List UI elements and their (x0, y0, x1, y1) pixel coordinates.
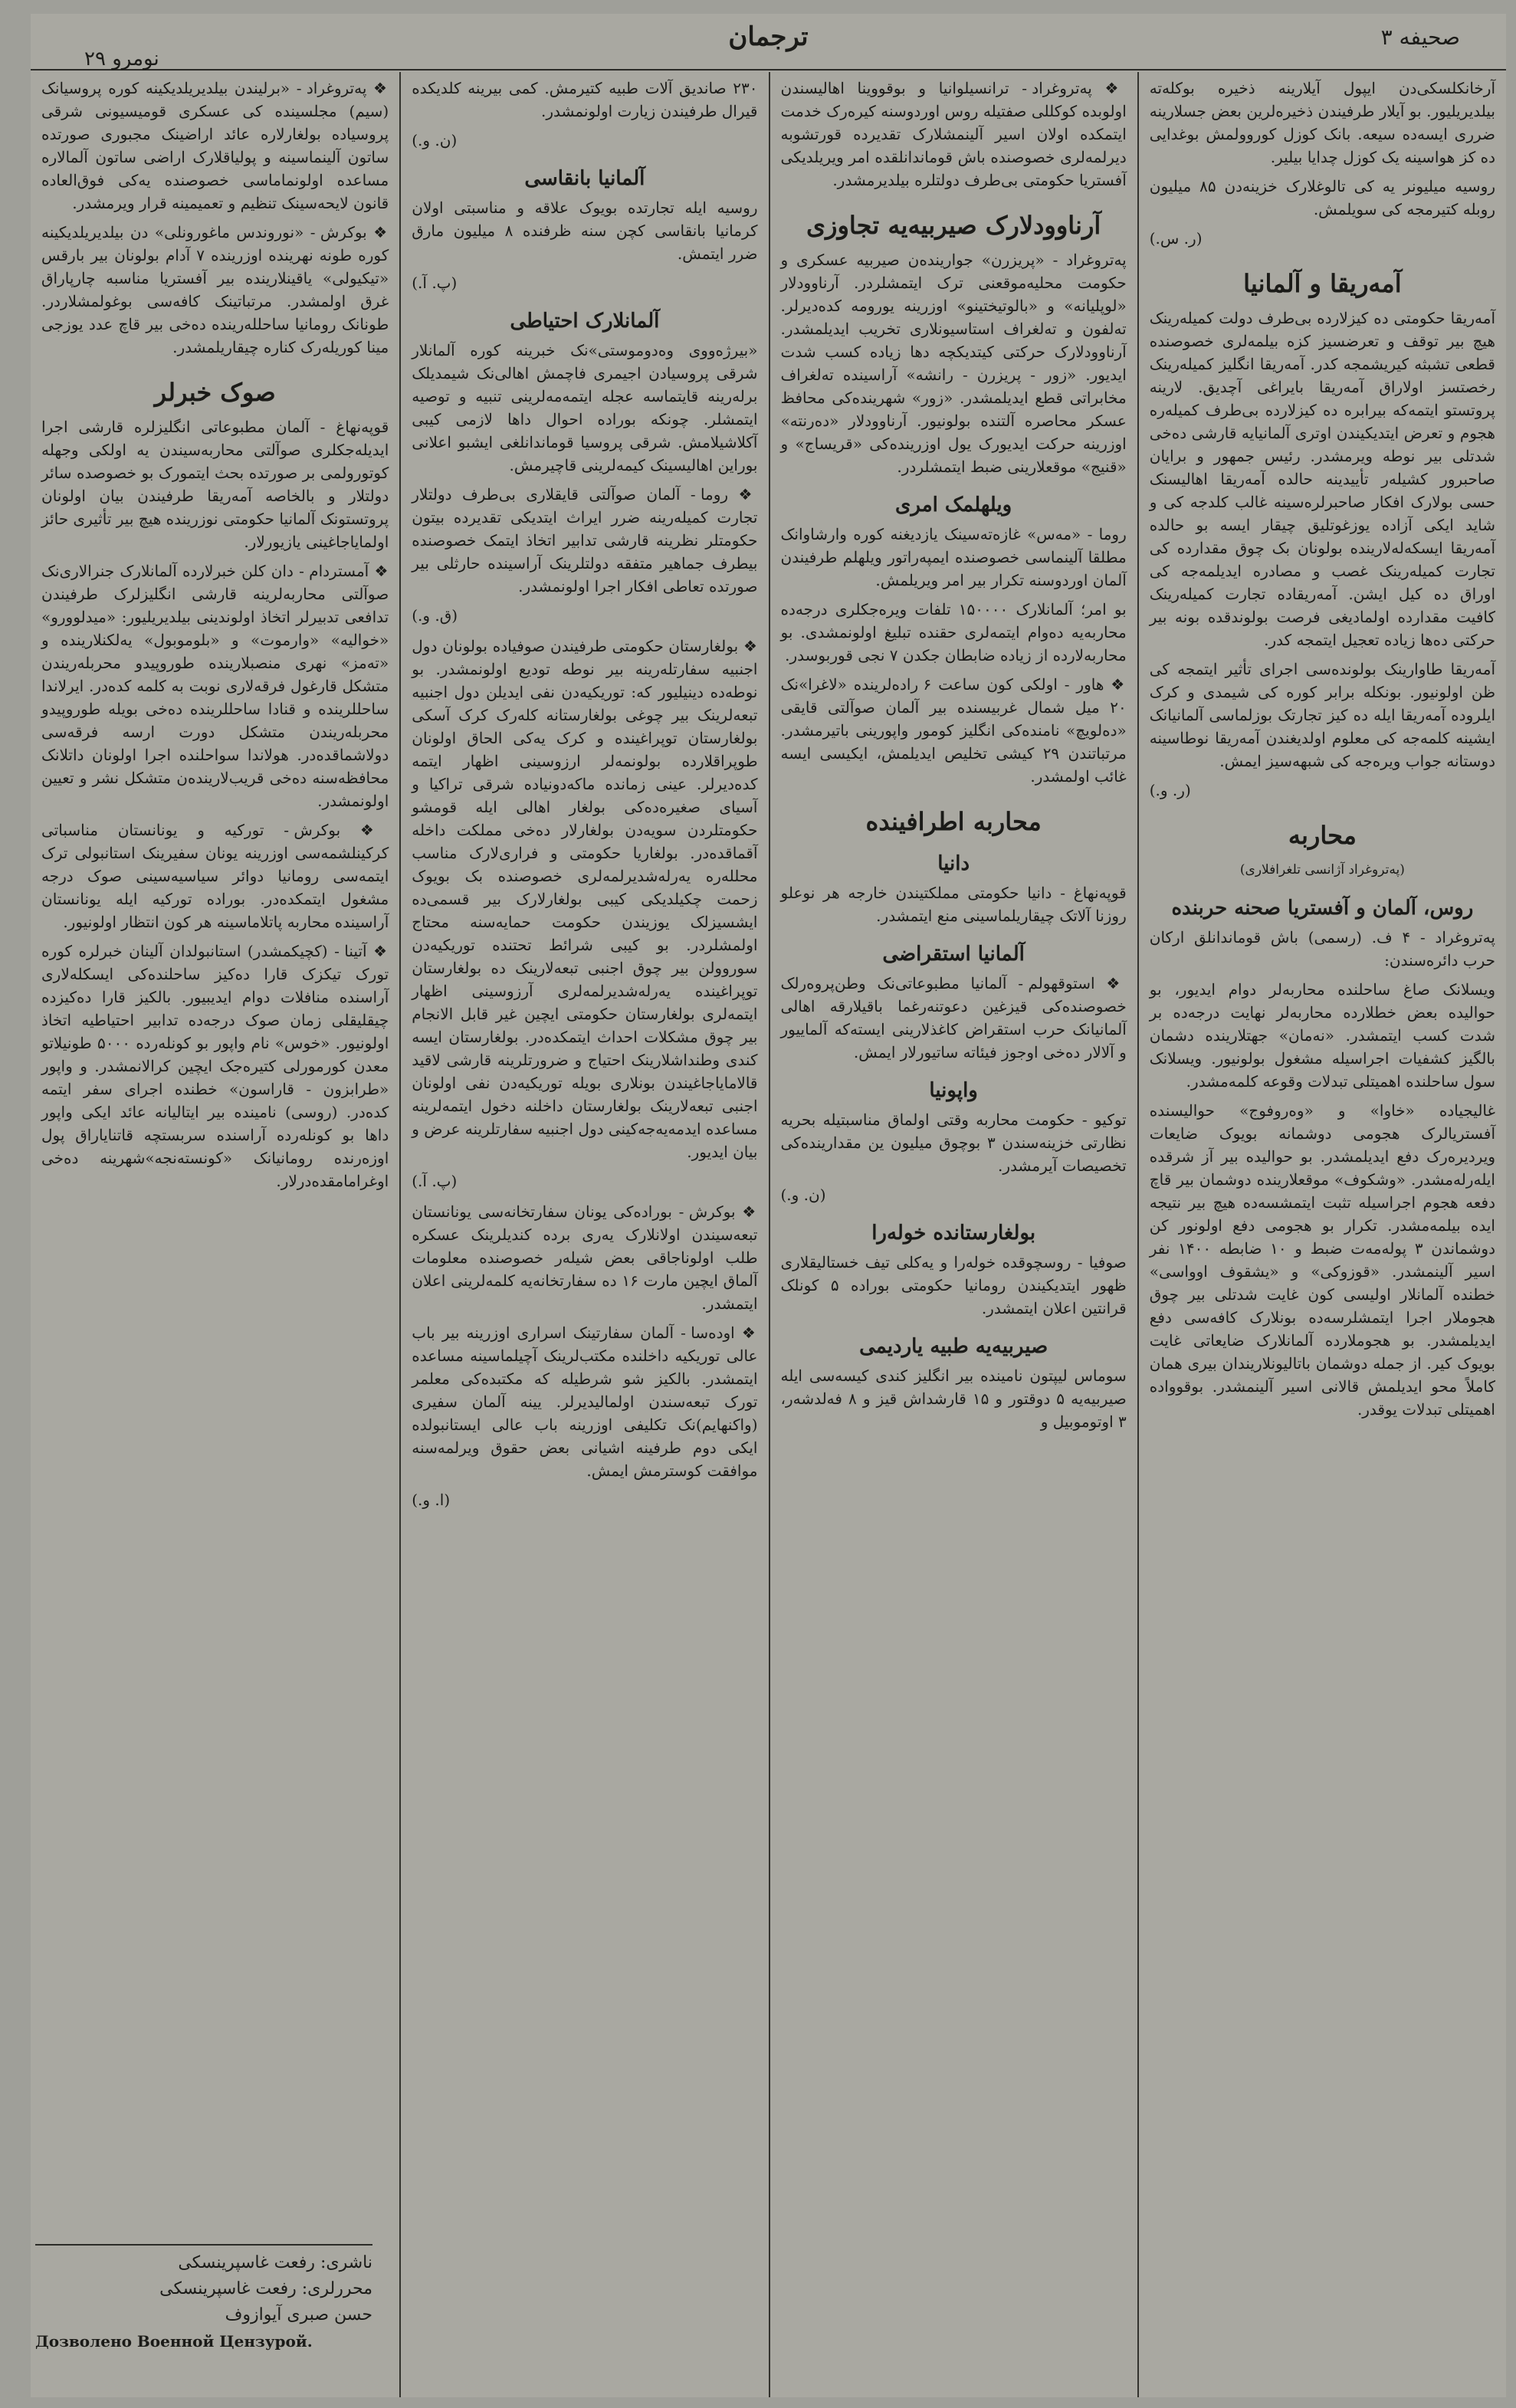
article-paragraph: قوپەنهاغ - آلمان مطبوعاتی انگلیزلره قارشی اجرا ایدیله‌جکلری صوآلتی محاربه‌سیندن یه اولکی وجهله کوتورولمی بر صورتده بحث ایتمورک بو خصوصده سائر دولتلار و بالخاصه آمەریقا طرفیندن بیان اولونان پروتستونک آلمانیا حکومتی نوزرینده هیچ بیر تأثیری حائز اولمایاجاغینی یازیورلار. (41, 418, 389, 551)
newspaper-page (31, 14, 1506, 2397)
column-2 (769, 72, 1137, 2397)
article-paragraph: روما - «مەس» غازەته‌سینک یازدیغنه کوره وارشاوانک مطلقا آلینماسی خصوصنده ایمپەراتور ویلهلم طرفیندن آلمان اوردوسنه تکرار بیر امر ویریلمش. (780, 525, 1127, 589)
columns (31, 72, 1506, 2397)
publisher-line (35, 2250, 372, 2276)
article-paragraph: صوفیا - روسچوقده خولەرا و یه‌کلی تیف خستالیقلاری ظهور ایتدیکیندن رومانیا حکومتی بوراده ۵ کونلک قرانتین اعلان ایتمشدر. (780, 1253, 1127, 1317)
article-paragraph: ۲۳۰ صاندیق آلات طبیه کتیرمش. کمی بیرینه کلدیکده قیرال طرفیندن زیارت اولونمشدر. (412, 79, 758, 120)
article-paragraph: آمەریقا حکومتی ده کیزلارده بی‌طرف دولت کمیلەرینک هیچ بیر توقف و تعرضسیز کزه بیلمەلری خصوصنده قطعی تشبثه کیریشمجه کدر. آمەریقا انگلیز کمیلەرینک رخصتسز اولاراق آمەریقا بایراغی آچدیق. لارینه پروتستو ایتمه‌که بیرابره ده کیزلارده بی‌طرف کمیلەره هجوم و تعرض ایتدیکیندن اوتری آلمانیایه قارشی ده‌خی شدتلی بیر نوطه ویرمشدر. رئیس جمهور و برایان صاحبرور کشیلەر تأییدینه حالده آمەریقا اهالیسنک حسی بولارک افکار صاحبرلرەسینه غالب کلدجه کی و شاید ایکی آزاده یوزغوتلیق چیقار ایسه بو حالده آمەریقا ایسکەله‌لارینده بولونان بک چوق مقدارده کی تجارت کمیلەرینک غصب و مصادره ایدیلمه‌جه کی اوراق ده کیل ایشن. آمەریقاده تجارت کمیلەرینک کافیت مقدارده اولمادیغی فرصت بولوندقده بونه بیر حرکتی دەها زیاده تعجیل ایتمجه کدر. (1149, 309, 1495, 649)
article-paragraph: بو امر؛ آلمانلارک ۱۵۰۰۰۰ تلفات ویره‌جکلری درجه‌ده محاربه‌یه ده‌وام ایتمه‌لری حقنده تبلیغ اولونمشدی. بو محاربه‌لارده از زیاده ضابطان جکدن ۷ نجی قوربوسدر. (780, 600, 1127, 664)
editor-name: حسن صبری آیوازوف (225, 2305, 372, 2324)
section-heading: محاربه اطرافینده (865, 807, 1042, 836)
news-item: ❖ پەتروغراد - ترانسیلوانیا و بوقووینا اهالیسندن اولوبده کوکللی صفتیله روس اوردوسنه کیرەرک خدمت ایتمکده اولان اسیر آلینمشلارک تقدیرده قورتشوبه دیرلمەلری خصوصنده باش قوماندانلقده امر ویریلدیکی آفستریا حکومتی بی‌طرف دولتلره بیلدیرمشدر. (781, 77, 1127, 192)
article-paragraph: آمەریقا طاوارینک بولونده‌سی اجرای تأثیر ایتمجه کی ظن اولونیور. بونکله برابر کوره کی شیمدی و کرک ایلروده آمەریقا ایله ده کیز تجارتک بوزلماسی آلمانیانک ایشینه کلمه‌جه کی معلوم اولدیغندن آمەریقا نوطاسینه دوستانه جواب ویره‌جه کی شبهه‌سیز ایمش. (1149, 660, 1495, 770)
news-item: ❖ بوکرش - تورکیه و یونانستان مناسباتی کرکینلشمه‌سی اوزرینه یونان سفیرینک استانبولی ترک ایتمه‌سی رومانیا دوائر سیاسیه‌سینی صوک درجه مشغول ایتمکده‌در. بوراده تورکیه ایله یونانستان آراسینده محاربه پاتلاماسینه هر کون انتظار اولونیور. (41, 819, 389, 933)
issue-number: نومرو ۲۹ (84, 48, 159, 71)
article-paragraph: آرخانکلسکی‌دن ایپول آیلارینه ذخیره بوکله‌ته بیلدیریلیور. بو آیلار طرفیندن ذخیره‌لرین بعض جسلارینه ضرری ایسه‌ده سیعه. بانک کوزل کوروولمش بوغدایی ده کز هواسینه یک کوزل چدایا بیلیر. (1149, 79, 1495, 166)
article-heading: ویلهلمک امری (895, 494, 1012, 517)
article-heading: روس، آلمان و آفستریا صحنه حربنده (1171, 897, 1474, 920)
source-tag: (ن. و.) (412, 131, 458, 149)
source-tag: (ن. و.) (780, 1186, 826, 1204)
source-tag: (ق. و.) (412, 606, 458, 625)
news-item: ❖ پەتروغراد - «برلیندن بیلدیریلدیکینه کوره پروسیانک (سیم) مجلسینده کی عسکری قومیسیونی شرقی پروسیاده بولغارلاره عائد اراضینک مجبوری صورتده ساتون آلینماسینه و پولیاقلارک اراضی ساتون آلمالاره مساعده اولونماماسی خصوصنده یه‌کی فوق‌العاده قانون لایحه‌سینک تنظیم و تعمیمینه قرار ویرمشدر. (41, 77, 389, 215)
column-3 (399, 72, 768, 2397)
article-paragraph: پەتروغراد - ۴ ف. (رسمی) باش قوماندانلق ارکان حرب دائره‌سندن: (1149, 928, 1495, 969)
article-paragraph: قوپەنهاغ - دانیا حکومتی مملکتیندن خارجه هر نوعلو روزنا آلاتک چیقاریلماسینی منع ایتمشدر. (780, 884, 1127, 925)
article-paragraph: غالیجیاده «خاوا» و «وەروفوج» حوالیسنده آفستریالرک هجومی دوشمانه بویوک ضایعات ویردیرەرک دفع ایدیلمشدر. بو حوالیده بیر آز شرقده ایلەرلەمشدر. «وشکوف» موقعلارینده دوشمان بیر قاچ دفعه هجوم اجراسیله تثبت ایتمشسه‌ده هیچ بیر نتیجه ایده بیلمەمشدر. تکرار بو هجومی دفع اولونور کن دوشماندن ۳ پولەمەت ضبط و ۱۰ ضابطه ۱۴۰۰ نفر اسیر آلینمشدر. «قوزوکی» و «یشقوف اوواسی» خطنده آلمانلار اولیسی کون غایت شدتلی بیر چوق هجوملار اجرا ایتمشلرسه‌ده بونلارک کافه‌سی دفع ایدیلمشدر. بو هجوملارده آلمانلارک ضایعاتی غایت بویوک کیر. از جمله دوشمان باتالیونلاریندان بیری همان کاملاً محو ایدیلمش قالانی اسیر آلینمشدر. بوقوواده اهمیتلی تبدلات یوقدر. (1149, 1101, 1495, 1419)
article-paragraph: ویسلانک صاغ ساحلنده محاربه‌لر دوام ایدیور، بو حوالیده بعض خطلارده محاربه‌لر نهایت درجه‌ده بر شدت کسب ایتمشدر. «نەمان» جهتلارینده دشمان بالگیز کشفیات اجراسیله مشغول بولونیور. ویسلانک سول ساحلنده اهمیتلی تبدلات وقوعه کلمەمشدر. (1149, 980, 1495, 1091)
newspaper-title: ترجمان (728, 21, 809, 52)
news-item: ❖ هاور - اولکی کون ساعت ۶ راده‌لرینده «لاغرا»نک ۲۰ میل شمال غربیسنده بیر آلمان صوآلتی قایقی «دەلویچ» نامنده‌کی انگلیز کومور واپورینی باتیرمشدر. مرتباتندن ۲۹ کیشی تخلیص ایدیلمش، ایکیسی ایسه غائب اولمشدر. (781, 673, 1127, 788)
article-paragraph: «بیرژه‌ووی وەدوموستی»نک خبرینه کوره آلمانلار شرقی پروسیادن اجیمری فاچمش اهالی‌نک شیمدیلک بر‌لەرینه قایتماسه عجله ایتمه‌مه‌لرینی تنبیه و توصیه ایتمشلر. چونکه بوراده احوال داها لازمی کیبی آکلاشیلامش. شرقی پروسیا قوماندانلغی ایشبو اعلانی بوراین اهالیسینک کیمه‌لرینی قاچیرمش. (412, 341, 758, 474)
news-item: ❖ بولغارستان حکومتی طرفیندن صوفیاده بولونان دول اجنبیه سفارتلەرینه بیر نوطه تودیع اولونمشدر. بو نوطه‌ده دینیلیور که: توریکیەدن نفی ایدیلن دول اجنبیه تبعه‌لرینک بیر چوغی بولغارستانه کلەرک کرک آسکی بولغارستان توپراغینده و کرک یه‌کی الحاق اولونان طوپراقلارده بولونمه‌لر ارزوسینی اظهار ایتمه کده‌دیرلر. عینی زمانده ماکه‌دونیاده شرقی تراکیا و آسیای صغیره‌ده‌کی بولغار اهالی ایله قومشو حکومتلردن سویەدن بولغارلار ده‌خی مملکت داخله آقماقده‌در. بولغاریا حکومتی و فراری‌لارک مناسب محللەره یه‌رلەشدیرلمه‌لری خصوصنده بک بویوک زحمت چکیلدیکی کیبی بولغارلارک بیر قسمی‌ده ایشسیزلک یوزیندن حکومت حمایه‌سنه محتاج اولمشلردر. بو کیبی شرائط تحتنده توریکیه‌دن سوروولن بیر چوق اجنبی تبعه‌لارینک ده بولغارستان توپراغینده یه‌رلەشدیرلمه‌لری آرزوسینی اظهار ایتمه‌لری بولغارستان حکومتی ایچین غیر قابل الانجام بیر چوق مشکلات احداث ایتمکده‌در. بولغارستان ایسه کندی وطنداشلارینک احتیاج و ضرورتلرینه قارشی لاقید قالامایاجاغیندن بونلاری بویله توریکیه‌دن نفی اولونان اجنبی تبعه‌لارینک بولغارستان داخلنه دخول ایتمه‌لرینه مساعده ایدمه‌یه‌جه‌کینی دول اجنبیه سفارتلرینه عرض و بیان ایدیور. (412, 635, 757, 1163)
news-item: ❖ آتینا - (کچیکمشدر) استانبولدان آلینان خبرلره کوره تورک تیکزک قارا ده‌کیز ساحلنده‌کی ایسکله‌لاری آراسنده منافلات دوام ایدیبیور. بالکیز قارا ده‌کیزده چیقلیقلی زمان صوک درجه‌ده تدابیر احتیاطیه اتخاذ اولونیور. «خوس» نام واپور بو کونلەرده ۵۰۰۰ طونیلاتو معدن کورمورلی کتیره‌جک ایچین کرالانمشدر. و واپور «طرابزون - قاراسون» خطنده اجرای سفر ایتمه کده‌در. (روسی) نامینده بیر ایتالیانه عائد ایکی واپور داها بو کونلەرده آراسنده سربستچه قاتناياراق پول اوزه‌رنده رومانیانک «کونسته‌نجه»شهرینه ده‌خی اوغرامامقده‌درلار. (41, 940, 389, 1193)
source-tag: (ا. و.) (412, 1491, 451, 1509)
article-paragraph: روسیه میلیونر یه کی تالوغلارک خزینه‌دن ۸۵ میلیون روبله کتیرمجه کی سویلمش. (1149, 177, 1495, 218)
news-item: ❖ بوکرش - «نوروندس ماغورونلی» دن بیلدیریلدیکینه کوره طونه نهرینده اوزرینده ۷ آدام بولونان بیر بارقس «تیکیولی» یاقینلارینده بیر آفستریا مناسبه چارپاراق غرق اولمشدر. مرتباتینک کافه‌سی بوغولمشلاردر. طونانک رومانیا ساحللەرینده ده‌خی بیر قاچ عدد یوزجی مینا کوریله‌رک کناره چیقاریلمشدر. (41, 221, 389, 359)
article-paragraph: توکیو - حکومت محاربه وقتی اولماق مناسبتیله بحریه نظارتی خزینه‌سندن ۳ بوچوق میلیون ین مقدارینده‌کی تخصیصات آیرمشدر. (780, 1111, 1127, 1175)
article-heading: آلمانلارک احتیاطی (510, 310, 660, 333)
news-item: ❖ بوکرش - بوراده‌کی یونان سفارتخانه‌سی یونانستان تبعه‌سیندن اولانلارک یه‌ری بر‌ده کندیلرینک عسکره طلب اولوناجاقی بعض شیلەر خصوصنده معلومات آلماق ایچین مارت ۱۶ ده سفارتخانه‌یه کلمه‌لرینی اعلان ایتمشدر. (412, 1200, 757, 1315)
heading-note: (پەتروغراد آژانسی تلغرافلاری) (1239, 862, 1405, 878)
section-heading: محاربه (1288, 821, 1357, 850)
section-heading: صوک خبرلر (154, 378, 276, 407)
editors-line (35, 2276, 372, 2302)
source-tag: (ر. و.) (1149, 781, 1191, 799)
article-paragraph: سوماس لیپتون نامینده بیر انگلیز کندی کیسه‌سی ایله صیربیه‌یه ۵ دوقتور و ۱۵ قارشداش قیز و ۸ فەلدشەر، ۳ اوتوموبیل و (780, 1366, 1127, 1431)
article-heading: صیربیه‌یه طبیه یاردیمی (859, 1335, 1048, 1358)
article-paragraph: روسیه ایله تجارتده بویوک علاقه و مناسبتی اولان کرمانیا بانقاسی کچن سنه ظرفنده ۸ میلیون مارق ضرر ایتمش. (412, 198, 758, 263)
news-item: ❖ آمستردام - دان کلن خبرلارده آلمانلارک جنرالاری‌نک صوآلتی محاربه‌لرینه قارشی انگلیزلرک طرفیندن تدافعی تدبیرلر اتخاذ اولوندینی بیلدیریلیور: «میدلوورو» «خوالیه» «وارموت» و «بلوموبول» یه‌لکنلارینده و «تەمز» نهری منصبلارینده طوروپیدو محربلەریندن متشکل قارغول فرقه‌لاری نوبت به کلمه کده‌در. ایرلاندا ساحللرینده و قنادا ساحللرینده ده‌خی بویله طوروپیدو محربلەریندن متشکل دورت ارسه فرقه‌سی دولاشماقده‌در. هولاندا سواحلنده اجرا اولونان داتلانک محافظه‌سنه ده‌خی قریب‌لارینده‌ن متشکل نشر و تعیین اولونمشدر. (41, 559, 389, 812)
publisher-label: ناشری: (320, 2253, 372, 2272)
censorship-note: Дозволено Военной Цензурой. (35, 2332, 313, 2351)
column-4 (31, 72, 399, 2397)
article-heading: دانیا (937, 852, 970, 875)
news-item: ❖ روما - آلمان صوآلتی قایقلاری بی‌طرف دولتلار تجارت کمیلەرینه ضرر ایراث ایتدیکی تقدیرده بیتون حکومتلر نظرینه قارشی تدابیر اتخاذ ایتمک خصوصنده بیطرف جماهیر متفقه دولتلرینک آراسینده حارثلی بیر صورتده تعاطی افکار اجرا اولونمشدر. (412, 483, 757, 598)
article-heading: آلمانیا بانقاسی (524, 167, 645, 190)
imprint (35, 2244, 372, 2388)
publisher-name: رفعت غاسپرینسکی (178, 2253, 315, 2272)
news-item: ❖ اودەسا - آلمان سفارتینک اسراری اوزرینه بیر باب عالی توریکیه داخلنده مکتب‌لرینک آچیلماسینه مساعده ایتمشدر. بالکیز شو شرطیله که مکتبده‌کی معلمر تورک تبعه‌سندن اولمالیدیرلر. یینه آلمان سفیری (واکنهایم)نک تکلیفی اوزرینه باب عالی ایستانبولده ایکی دوم طرفینه اشیانی بعض حقوق ویرلمه‌سنه موافقت کوسترمش ایمش. (412, 1321, 757, 1482)
article-heading: آلمانیا استقراضی (882, 943, 1025, 966)
source-tag: (ر. س.) (1149, 229, 1203, 248)
article-heading: واپونیا (929, 1079, 978, 1102)
source-tag: (پ. آ.) (412, 274, 458, 292)
editors-label: محررلری: (301, 2279, 372, 2298)
news-item: ❖ استوقهولم - آلمانیا مطبوعاتی‌نک وطن‌پروەرلک خصوصنده‌کی قیزغین دعوتنه‌رغما باقیلارقه اهالی آلمانیانک حرب استقراض کاغذلارینی ایسته‌که آلماییور و آلالار ده‌خی اوجوز فیئاته ساتیورلار ایمش. (781, 972, 1127, 1064)
section-heading: آمەریقا و آلمانیا (1243, 269, 1402, 298)
article-paragraph: پەتروغراد - «پریزرن» جوارینده‌ن صیربیه عسکری و حکومت محلیه‌موقعنی ترک ایتمشلردر. آرناوودلار «لوپلیانه» و «بالوتیختینو» اوزرینه یورومه کده‌دیرلر. تەلفون و تەلغراف استاسیونلاری تخریب ایدیلمشدر. آرناوودلارک حرکتی کیتدیکچه دها زیاده کسب شدت ایدیور. «زور - پریزرن - رانشه» آراسینده تەلغراف مخابراتی قطع ایدیلمشدر. «زور» شهرینده‌کی محافظ عسکر محاصره آلتنده بولونیور. آرناوودلار «دەرنته» اوزرینه حرکت ایدیورک یول اوزرینده‌کی «قریساج» و «قنیج» موقعلارینی ضبط ایتمشلردر. (780, 251, 1127, 476)
article-heading: بولغارستانده خولەرا (871, 1222, 1036, 1245)
editor-name: رفعت غاسپرینسکی (159, 2279, 297, 2298)
section-heading: آرناوودلارک صیربیه‌یه تجاوزی (806, 211, 1101, 240)
editors-line-2 (35, 2302, 372, 2328)
page-number: صحیفه ۳ (1380, 25, 1460, 50)
source-tag: (پ. آ.) (412, 1172, 458, 1190)
masthead (31, 14, 1506, 71)
column-1 (1137, 72, 1506, 2397)
